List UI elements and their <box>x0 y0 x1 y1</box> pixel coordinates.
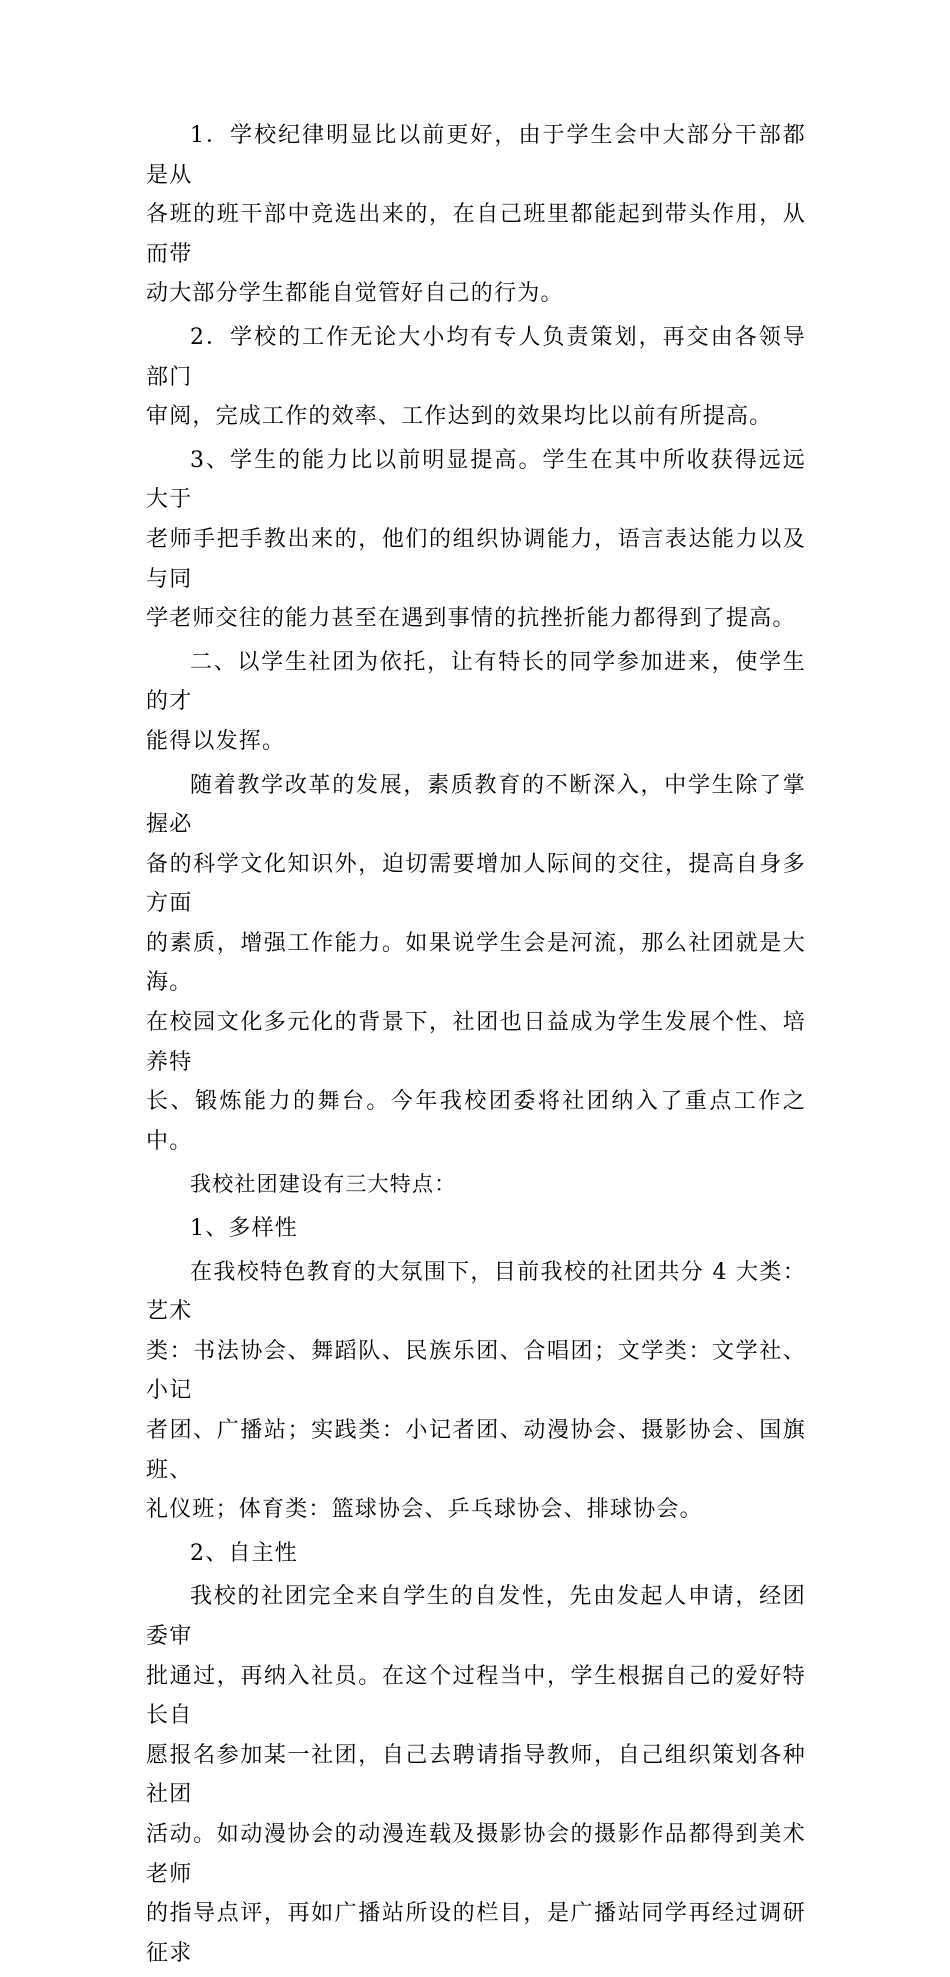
paragraph-education-reform <box>146 766 806 1162</box>
paragraph-work-efficiency <box>146 318 806 437</box>
text-line: 二、以学生社团为依托，让有特长的同学参加进来，使学生的才 <box>146 649 806 715</box>
text-line: 的素质，增强工作能力。如果说学生会是河流，那么社团就是大海。 <box>146 930 806 996</box>
subheading-three-features: 我校社团建设有三大特点： <box>190 1172 457 1197</box>
text-line: 动大部分学生都能自觉管好自己的行为。 <box>146 281 564 307</box>
text-line: 在校园文化多元化的背景下，社团也日益成为学生发展个性、培养特 <box>146 1010 806 1075</box>
text-line: 随着教学改革的发展，素质教育的不断深入，中学生除了掌握必 <box>146 772 806 838</box>
feature-title-autonomy <box>146 1534 806 1574</box>
paragraph-club-categories <box>146 1253 806 1530</box>
text-line: 1、多样性 <box>190 1216 298 1242</box>
text-line: 1．学校纪律明显比以前更好，由于学生会中大部分干部都是从 <box>146 123 806 188</box>
text-line: 在我校特色教育的大氛围下，目前我校的社团共分 4 大类：艺术 <box>146 1259 806 1325</box>
text-line: 2．学校的工作无论大小均有专人负责策划，再交由各领导部门 <box>146 324 806 390</box>
text-line: 批通过，再纳入社员。在这个过程当中，学生根据自己的爱好特长自 <box>146 1663 806 1729</box>
text-line: 老师手把手教出来的，他们的组织协调能力，语言表达能力以及与同 <box>146 526 806 592</box>
text-line: 能得以发挥。 <box>146 728 286 754</box>
paragraph-club-autonomy <box>146 1577 806 1973</box>
text-line: 类：书法协会、舞蹈队、民族乐团、合唱团；文学类：文学社、小记 <box>146 1338 806 1404</box>
text-line: 活动。如动漫协会的动漫连载及摄影协会的摄影作品都得到美术老师 <box>146 1821 806 1887</box>
text-line: 长、锻炼能力的舞台。今年我校团委将社团纳入了重点工作之中。 <box>146 1089 806 1154</box>
text-line: 者团、广播站；实践类：小记者团、动漫协会、摄影协会、国旗班、 <box>146 1418 806 1483</box>
document-page <box>146 116 806 1977</box>
text-line: 2、自主性 <box>190 1540 298 1566</box>
text-line: 备的科学文化知识外，迫切需要增加人际间的交往，提高自身多方面 <box>146 851 806 917</box>
text-line: 审阅，完成工作的效率、工作达到的效果均比以前有所提高。 <box>146 404 773 430</box>
text-line: 各班的班干部中竞选出来的，在自己班里都能起到带头作用，从而带 <box>146 202 806 267</box>
text-line: 礼仪班；体育类：篮球协会、乒乓球协会、排球协会。 <box>146 1497 703 1523</box>
section-heading-clubs <box>146 643 806 762</box>
feature-title-diversity <box>146 1209 806 1249</box>
paragraph-discipline <box>146 116 806 314</box>
paragraph-student-ability <box>146 441 806 639</box>
text-line: 我校的社团完全来自学生的自发性，先由发起人申请，经团委审 <box>146 1584 806 1649</box>
text-line: 愿报名参加某一社团，自己去聘请指导教师，自己组织策划各种社团 <box>146 1742 806 1808</box>
text-line: 3、学生的能力比以前明显提高。学生在其中所收获得远远大于 <box>146 447 806 513</box>
text-line: 的指导点评，再如广播站所设的栏目，是广播站同学再经过调研征求 <box>146 1901 806 1966</box>
text-line: 学老师交往的能力甚至在遇到事情的抗挫折能力都得到了提高。 <box>146 606 796 632</box>
